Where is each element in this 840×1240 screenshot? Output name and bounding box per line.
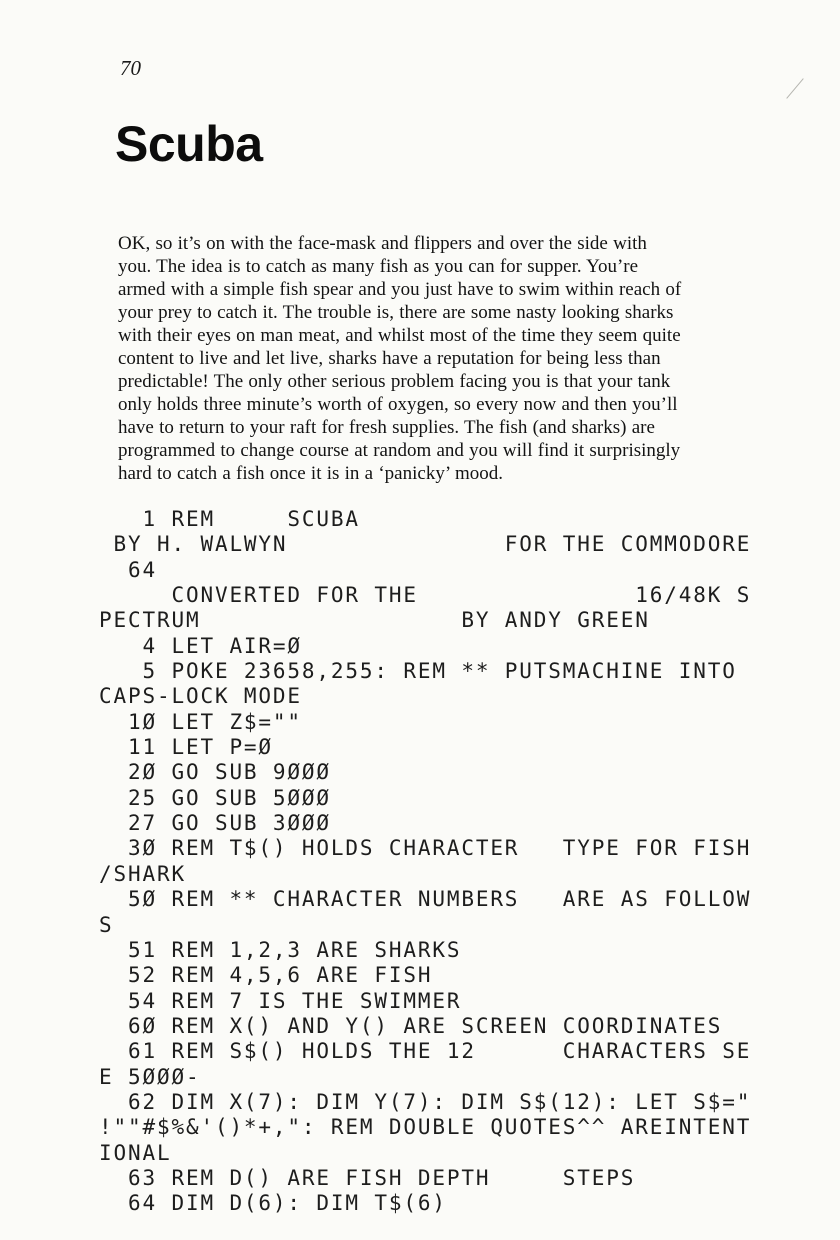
scan-artifact [786, 78, 803, 99]
paragraph-line: only holds three minute’s worth of oxygen, so every now and then you’ll [118, 394, 678, 415]
code-line: PECTRUM BY ANDY GREEN [99, 608, 650, 633]
code-line: 2Ø GO SUB 9ØØØ [99, 760, 331, 785]
paragraph-line: predictable! The only other serious problem facing you is that your tank [118, 371, 671, 392]
code-line: 27 GO SUB 3ØØØ [99, 811, 331, 836]
code-line: 61 REM S$() HOLDS THE 12 CHARACTERS SE [99, 1039, 752, 1064]
code-line: 51 REM 1,2,3 ARE SHARKS [99, 937, 462, 962]
code-line: 5 POKE 23658,255: REM ** PUTSMACHINE INTO [99, 659, 737, 684]
chapter-title: Scuba [115, 116, 263, 172]
paragraph-line: OK, so it’s on with the face-mask and flippers and over the side with [118, 233, 647, 254]
code-line: 4 LET AIR=Ø [99, 633, 302, 658]
code-line: !""#$%&'()*+,": REM DOUBLE QUOTES^^ AREINTENT [99, 1115, 752, 1140]
paragraph-line: have to return to your raft for fresh supplies. The fish (and sharks) are [118, 417, 655, 438]
code-line: 6Ø REM X() AND Y() ARE SCREEN COORDINATES [99, 1013, 723, 1038]
code-line: 1 REM SCUBA [99, 507, 360, 531]
paragraph-line: armed with a simple fish spear and you just have to swim within reach of [118, 279, 682, 300]
paragraph-line: you. The idea is to catch as many fish as you can for supper. You’re [118, 256, 639, 277]
code-line: CAPS-LOCK MODE [99, 684, 302, 709]
paragraph-line: programmed to change course at random and you will find it surprisingly [118, 440, 681, 461]
code-line: 25 GO SUB 5ØØØ [99, 785, 331, 810]
code-line: 52 REM 4,5,6 ARE FISH [99, 963, 433, 988]
code-line: S [99, 912, 114, 937]
code-line: 64 DIM D(6): DIM T$(6) [99, 1191, 447, 1216]
code-line: BY H. WALWYN FOR THE COMMODORE [99, 532, 752, 557]
code-line: E 5ØØØ- [99, 1064, 201, 1089]
code-line: 54 REM 7 IS THE SWIMMER [99, 988, 462, 1013]
page-number: 70 [120, 56, 141, 80]
paragraph-line: content to live and let live, sharks have a reputation for being less than [118, 348, 661, 369]
code-line: /SHARK [99, 861, 186, 886]
code-line: 3Ø REM T$() HOLDS CHARACTER TYPE FOR FISH [99, 836, 752, 861]
code-line: 62 DIM X(7): DIM Y(7): DIM S$(12): LET S$=" [99, 1089, 752, 1114]
basic-code-listing [99, 507, 751, 1217]
code-line: IONAL [99, 1140, 172, 1165]
intro-paragraph [118, 232, 681, 485]
code-line: 5Ø REM ** CHARACTER NUMBERS ARE AS FOLLOW [99, 887, 752, 912]
code-line: 11 LET P=Ø [99, 735, 273, 760]
paragraph-line: hard to catch a fish once it is in a ‘panicky’ mood. [118, 463, 504, 484]
code-line: CONVERTED FOR THE 16/48K S [99, 583, 752, 608]
paragraph-line: with their eyes on man meat, and whilst most of the time they seem quite [118, 325, 681, 346]
code-line: 63 REM D() ARE FISH DEPTH STEPS [99, 1165, 636, 1190]
paragraph-line: your prey to catch it. The trouble is, there are some nasty looking sharks [118, 302, 674, 323]
code-line: 1Ø LET Z$="" [99, 709, 302, 734]
code-line: 64 [99, 557, 157, 582]
